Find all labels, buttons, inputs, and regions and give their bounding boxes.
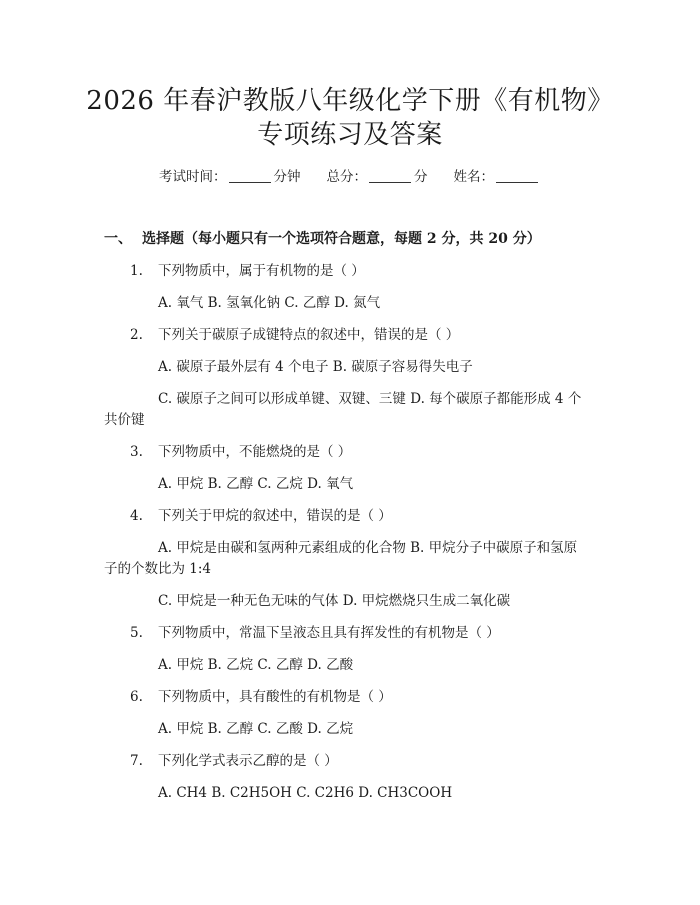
question-number: 2. xyxy=(130,327,143,343)
exam-time-label: 考试时间： xyxy=(159,169,227,185)
name-label: 姓名： xyxy=(453,169,494,185)
question-text: 下列关于甲烷的叙述中，错误的是（ ） xyxy=(158,508,392,524)
question-1-options: A. 氧气 B. 氢氧化钠 C. 乙醇 D. 氮气 xyxy=(158,295,381,311)
question-4 xyxy=(130,505,392,527)
document-title-line1: 2026 年春沪教版八年级化学下册《有机物》 xyxy=(86,86,614,116)
question-2 xyxy=(130,324,459,346)
question-text: 下列化学式表示乙醇的是（ ） xyxy=(158,753,338,769)
question-text: 下列物质中，不能燃烧的是（ ） xyxy=(158,444,352,460)
question-5-options: A. 甲烷 B. 乙烷 C. 乙醇 D. 乙酸 xyxy=(158,657,354,673)
question-6-options: A. 甲烷 B. 乙醇 C. 乙酸 D. 乙烷 xyxy=(158,721,354,737)
question-6 xyxy=(130,686,392,708)
total-score-label: 总分： xyxy=(326,169,367,185)
question-number: 4. xyxy=(130,508,143,524)
section-title: 选择题（每小题只有一个选项符合题意，每题 2 分，共 20 分） xyxy=(142,231,541,247)
question-number: 6. xyxy=(130,689,143,705)
question-3-options: A. 甲烷 B. 乙醇 C. 乙烷 D. 氧气 xyxy=(158,476,354,492)
exam-info xyxy=(0,166,700,188)
question-2-options-cd-cont: 共价键 xyxy=(104,412,145,428)
section-number: 一、 xyxy=(104,231,132,247)
question-4-options-ab-cont: 子的个数比为 1:4 xyxy=(104,561,212,577)
question-text: 下列关于碳原子成键特点的叙述中，错误的是（ ） xyxy=(158,327,460,343)
document-title-line2: 专项练习及答案 xyxy=(257,120,443,150)
question-3 xyxy=(130,441,351,463)
question-2-options-cd: C. 碳原子之间可以形成单键、双键、三键 D. 每个碳原子都能形成 4 个 xyxy=(158,391,582,407)
exam-time-unit: 分钟 xyxy=(273,169,301,185)
question-number: 3. xyxy=(130,444,143,460)
question-2-options-ab: A. 碳原子最外层有 4 个电子 B. 碳原子容易得失电子 xyxy=(158,359,473,375)
name-blank xyxy=(496,168,538,183)
total-score-blank xyxy=(369,168,411,183)
question-number: 7. xyxy=(130,753,143,769)
question-7 xyxy=(130,750,338,772)
question-4-options-cd: C. 甲烷是一种无色无味的气体 D. 甲烷燃烧只生成二氧化碳 xyxy=(158,593,511,609)
question-number: 1. xyxy=(130,263,143,279)
question-7-options: A. CH4 B. C2H5OH C. C2H6 D. CH3COOH xyxy=(158,785,453,801)
question-1 xyxy=(130,260,365,282)
question-5 xyxy=(130,622,500,644)
total-score-unit: 分 xyxy=(414,169,428,185)
question-4-options-ab: A. 甲烷是由碳和氢两种元素组成的化合物 B. 甲烷分子中碳原子和氢原 xyxy=(158,540,578,556)
question-text: 下列物质中，属于有机物的是（ ） xyxy=(158,263,365,279)
section-heading-choice xyxy=(104,228,541,250)
question-text: 下列物质中，常温下呈液态且具有挥发性的有机物是（ ） xyxy=(158,625,500,641)
question-number: 5. xyxy=(130,625,143,641)
exam-time-blank xyxy=(229,168,271,183)
question-text: 下列物质中，具有酸性的有机物是（ ） xyxy=(158,689,392,705)
